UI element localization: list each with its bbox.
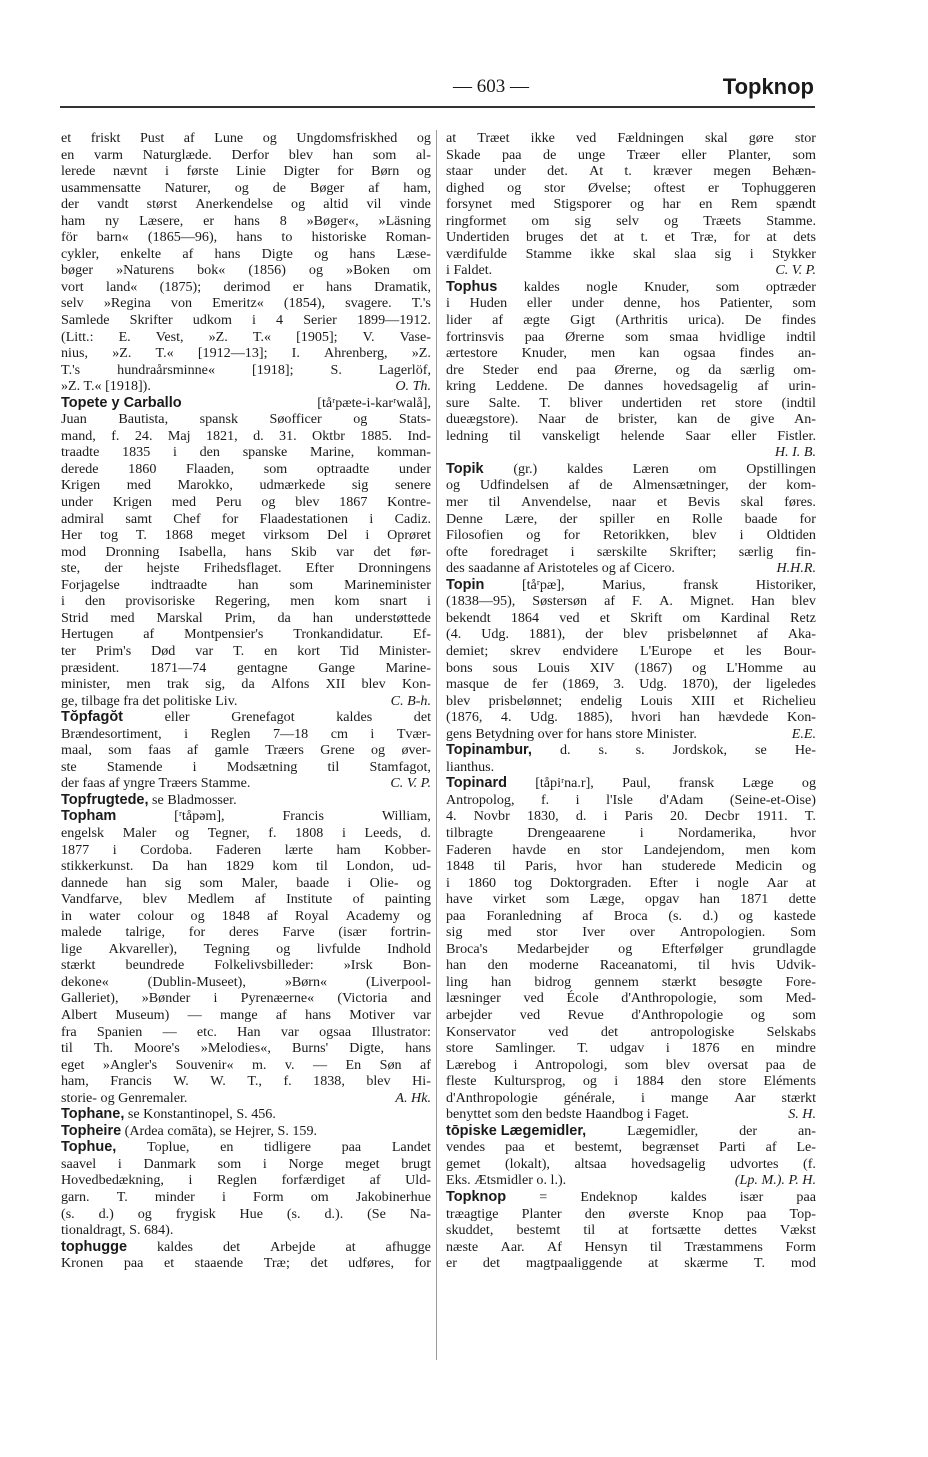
text-line: under Krigen med Peru og blev 1867 Kontre- [61,494,431,511]
text-line: læsninger ved École d'Anthropologie, som Med- [446,990,816,1007]
text-line: Eks. Ætsmidler o. l.). (Lp. M.). P. H. [446,1172,816,1189]
text-line: eget »Angler's Souvenir« m. v. — En Søn af [61,1056,431,1073]
text-line: staar under det. At t. kræver megen Behæn- [446,163,816,180]
headword: Topin [446,576,485,593]
text-line: Krigen med Marokko, udmærkede sig senere [61,477,431,494]
text-line: minister, men trak sig, da Alfons XII blev Kon- [61,676,431,693]
text-line: Hovedbedækning, i Reglen forfærdiget af Uld- [61,1172,431,1189]
text-line: mand, f. 24. Maj 1821, d. 31. Oktbr 1885. Ind- [61,427,431,444]
text-line: ledning til vanskeligt helende Saar eller Fistler. [446,427,816,444]
text-line: ham, Francis W. W. T., f. 1838, blev Hi- [61,1073,431,1090]
text-line: saavel i Danmark som i Norge meget brugt [61,1155,431,1172]
text-line: Topknop = Endeknop kaldes især paa [446,1189,816,1205]
text-line: masque de fer (1869, 3. Udg. 1870), der ligeledes [446,676,816,693]
headword: Topheire [61,1122,122,1139]
text-line: træagtige Planter den øverste Knop paa Top- [446,1205,816,1222]
headword: Topinard [446,775,507,792]
page-number: — 603 — [453,76,529,97]
text-line: Filosofien og for Retorikken, blev i Oldtiden [446,527,816,544]
text-line: tionaldragt, S. 684). [61,1222,174,1239]
text-line: fleste Kultursprog, og i 1884 den store Eléments [446,1073,816,1090]
header-rule [60,106,815,108]
text-line: Kronen paa et staaende Træ; det udføres, for [61,1255,431,1272]
text-line: bøger »Naturens bok« (1856) og »Boken om [61,262,431,279]
text-line: tophugge kaldes det Arbejde at afhugge [61,1238,431,1255]
text-line: bekendt 1864 ved et Skrift om Kardinal Retz [446,609,816,626]
text-line: Her tog T. 1868 meget virksom Del i Oprøret [61,527,431,544]
text-line: Brændesortiment, i Reglen 7—18 cm i Tvær- [61,725,431,742]
text-line: selv »Regina von Emeritz« (1854), svagere. T.'s [61,295,431,312]
text-line: i den provisoriske Regering, men kom snart i [61,593,431,610]
text-line: Topinambur, d. s. s. Jordskok, se He- [446,742,816,759]
headword: Tophane, [61,1106,125,1123]
text-line: og Udfindelsen af de Almensætninger, der kom- [446,477,816,494]
text-line: Hertugen af Montpensier's Tronkandidatur. Ef- [61,626,431,643]
text-line: dekone« (Dublin-Museet), »Børn« (Liverpool- [61,973,431,990]
author-signature: O. Th. [395,378,431,395]
column-divider [436,130,437,1360]
text-line: fra Spanien — etc. Han var ogsaa Illustrator: [61,1023,431,1040]
text-line: Topin [tåʳpæ], Marius, fransk Historiker, [446,576,816,593]
text-line: forsynet med Stigsporer og har en Rem spændt [446,196,816,213]
text-line: cykler, enkelte af hans Digte og hans Læse- [61,245,431,262]
text-line: maal, som faas af gamle Træers Grene og øver- [61,742,431,759]
text-line: skuddet, bestemt til at fortsætte dettes Vækst [446,1222,816,1239]
text-line: blev prisbelønnet; endelig Louis XIII et Richelieu [446,692,816,709]
text-line: des saadanne af Aristoteles og af Cicero. H.H.R. [446,560,816,577]
right-column [446,130,816,1272]
text-line: stikkerkunst. Da han 1829 kom til London, ud- [61,858,431,875]
text-line: Juan Bautista, spansk Søofficer og Stats- [61,411,431,428]
headword: tophugge [61,1238,128,1255]
text-line: arbejder ved Revue d'Anthropologie og som [446,1006,816,1023]
text-line: i Huden eller under denne, hos Patienter, som [446,295,816,312]
text-line: dannede han sig som Maler, baade i Olie- og [61,874,431,891]
text-line: usammensatte Naturer, og de Bøger af ham, [61,179,431,196]
headword: Tophue, [61,1139,117,1156]
text-line: ling han bidrog gennem stærkt besøgte Fore- [446,973,816,990]
text-line: Antropolog, f. i l'Isle d'Adam (Seine-et-Oise) [446,791,816,808]
text-line: en varm Naturglæde. Derfor blev han som al- [61,146,431,163]
text-line: dighed og stor Øvelse; oftest er Tophuggeren [446,179,816,196]
text-line: Strid med Marskal Prim, da han understøttede [61,609,431,626]
text-line: (1876, 4. Udg. 1885), hvori han hævdede Kon- [446,709,816,726]
text-line: tōpiske Lægemidler, Lægemidler, der an- [446,1122,816,1139]
text-line: have virket som Læge, opgav han 1871 dette [446,891,816,908]
author-signature: A. Hk. [395,1089,431,1106]
text-line: lider af ægte Gigt (Arthritis urica). De findes [446,312,816,329]
author-signature: H.H.R. [776,560,816,577]
running-head: Topknop [722,74,814,99]
headword: Tŏpfagŏt [61,709,124,726]
text-line: gemet (lokalt), altsaa hovedsagelig udvortes (f. [446,1155,816,1172]
text-line: sure Salte. T. bliver undertiden ret store (indtil [446,394,816,411]
author-signature: C. V. P. [390,775,431,792]
headword: Topknop [446,1189,507,1205]
text-line: lianthus. [446,758,495,775]
text-line: Topinard [tåpiʳna.r], Paul, fransk Læge og [446,775,816,792]
text-line: til Th. Moore's »Melodies«, Burns' Digte, hans [61,1040,431,1057]
author-signature: (Lp. M.). P. H. [734,1172,816,1189]
text-line: der faas af yngre Træers Stamme. C. V. P. [61,775,431,792]
text-line: Albert Museum) — mange af hans Motiver var [61,1006,431,1023]
text-line: Topheire (Ardea comāta), se Hejrer, S. 159. [61,1122,318,1139]
text-line: ham ny Læsere, er hans 8 »Bøger«, »Läsning [61,212,431,229]
text-line: 1877 i Cordoba. Faderen lærte ham Kobber- [61,841,431,858]
text-line: store Samlinger. T. udgav i 1876 en mindre [446,1040,816,1057]
text-line: mod Dronning Isabella, hans Skib var det før- [61,543,431,560]
text-line: bons sous Louis XIV (1867) og L'Homme au [446,659,816,676]
author-signature: C. B-h. [390,692,431,709]
text-line: admiral samt Chef for Flaadestationen i Cadiz. [61,510,431,527]
text-line: Tŏpfagŏt eller Grenefagot kaldes det [61,709,431,726]
text-line: Tophane, se Konstantinopel, S. 456. [61,1106,276,1123]
text-line: derede 1860 Flaaden, som optraadte under [61,460,431,477]
headword: Topinambur, [446,742,532,759]
headword: tōpiske Lægemidler, [446,1122,587,1139]
text-line: Vandfarve, blev Medlem af Institute of painting [61,891,431,908]
text-line: Tophus kaldes nogle Knuder, som optræder [446,278,816,295]
headword: Tophus [446,278,498,295]
text-line: Tophue, Toplue, en tidligere paa Landet [61,1139,431,1156]
text-line: i 1860 tog Doktorgraden. Efter i nogle Aar at [446,874,816,891]
text-line: næste Aar. Af Hensyn til Træstammens Form [446,1238,816,1255]
headword: Topete y Carballo [61,394,182,411]
text-line: tilbragte Drengeaarene i Nordamerika, hvor [446,824,816,841]
text-line: malede talrige, for deres Farve (især fortrin- [61,924,431,941]
text-line: demiet; skrev endvidere L'Europe et les Bour- [446,642,816,659]
text-line: lige Akvareller), Tegning og livfulde Indhold [61,940,431,957]
text-line: vort land« (1875); derimod er hans Dramatik, [61,278,431,295]
text-line: Undertiden bruges det at t. et Træ, for at dets [446,229,816,246]
text-line: engelsk Maler og Tegner, f. 1808 i Leeds, d. [61,824,431,841]
text-line: Topham [ʳtåpəm], Francis William, [61,808,431,825]
text-line: vendes paa et bestemt, begrænset Parti af Le- [446,1139,816,1156]
text-line: garn. T. minder i Form om Jakobinerhue [61,1189,431,1205]
text-line: fortrinsvis paa Ørerne som smaa hvidlige indtil [446,328,816,345]
text-line: (4. Udg. 1881), der blev prisbelønnet af Aka- [446,626,816,643]
author-signature: H. I. B. [774,444,816,461]
headword: Topham [61,808,117,825]
author-signature: S. H. [788,1106,816,1123]
text-line: ge, tilbage fra det politiske Liv. C. B-h. [61,692,431,709]
text-line: ste Stamende i Modsætning til Stamfagot, [61,758,431,775]
text-line: der vandt størst Anerkendelse og altid vil vinde [61,196,431,213]
text-line: traadte 1835 i den spanske Marine, komman- [61,444,431,461]
author-signature: E.E. [791,725,816,742]
text-line: et friskt Pust af Lune og Ungdomsfriskhed og [61,130,431,146]
text-line: stærkt beundrede Folkelivsbilleder: »Irsk Bon- [61,957,431,974]
text-line: ter Prim's Død var T. en kort Tid Minister- [61,642,431,659]
author-signature: C. V. P. [775,262,816,279]
text-line: för barn« (1865—96), hans to historiske Roman- [61,229,431,246]
text-line: T.'s hundraårsminne« [1918]; S. Lagerlöf, [61,361,431,378]
left-column [61,130,431,1272]
text-line: »Z. T.« [1918]). O. Th. [61,378,431,395]
text-line: at Træet ikke ved Fældningen skal gøre stor [446,130,816,146]
text-line [446,444,816,461]
text-line: Faderen havde en stor Landejendom, men kom [446,841,816,858]
text-line: mer til Anvendelse, naar et Bevis skal føres. [446,494,816,511]
text-line: sig med stor Iver over Antropologien. Som [446,924,816,941]
text-line: præsident. 1871—74 gentagne Gange Marine- [61,659,431,676]
text-line: Topete y Carballo [tåʳpæte-i-karʳwalå], [61,394,431,411]
text-line: han den moderne Raceanatomi, til hvis Udvik- [446,957,816,974]
text-line: ærtestore Knuder, men kan ogsaa findes an- [446,345,816,362]
text-line: lerede nævnt i første Linie Digter for Børn og [61,163,431,180]
text-line: (s. d.) og frygisk Hue (s. d.). (Se Na- [61,1205,431,1222]
text-line: d'Anthropologie générale, i mange Aar stærkt [446,1089,816,1106]
text-line: Topfrugtede, se Bladmosser. [61,791,237,808]
text-line: Topik (gr.) kaldes Læren om Opstillingen [446,460,816,477]
headword: Topik [446,460,484,477]
text-line: dre Steder end paa Ørerne, og da særlig om- [446,361,816,378]
text-line: ste, der hejste Frihedsflaget. Efter Dronningens [61,560,431,577]
text-line: Konservator ved det antropologiske Selskabs [446,1023,816,1040]
text-line: in water colour og 1848 af Royal Academy og [61,907,431,924]
text-line: Galleriet), »Bønder i Pyrenæerne« (Victoria and [61,990,431,1007]
text-line: benyttet som den bedste Haandbog i Faget. S. H. [446,1106,816,1123]
text-line: ringformet om sig selv og Træets Stamme. [446,212,816,229]
text-line: Broca's Medarbejder og Efterfølger grundlagde [446,940,816,957]
text-line: (1838—95), Søstersøn af F. A. Mignet. Han blev [446,593,816,610]
text-line: 4. Novbr 1830, d. i Paris 20. Decbr 1911. T. [446,808,816,825]
text-line: 1848 til Paris, hvor han studerede Medicin og [446,858,816,875]
text-line: kring Leddene. De dannes hovedsagelig af urin- [446,378,816,395]
text-line: Forjagelse indtraadte han som Marineminister [61,576,431,593]
text-line: er det magtpaaliggende at skærme T. mod [446,1255,816,1272]
text-line: gens Betydning over for hans store Minister. E.E. [446,725,816,742]
text-line: Lærebog i Antropologi, som blev oversat paa de [446,1056,816,1073]
text-line: Skade paa de unge Træer eller Planter, som [446,146,816,163]
headword: Topfrugtede, [61,791,149,808]
text-line: nius, »Z. T.« [1912—13]; I. Ahrenberg, »Z. [61,345,431,362]
text-line: værdifulde Stamme ikke skal slaa sig i Stykker [446,245,816,262]
text-line: ofte foredraget i særskilte Skrifter; særlig fin- [446,543,816,560]
text-line: Denne Lære, der spiller en Rolle baade for [446,510,816,527]
text-line: paa Foranledning af Broca (s. d.) og kastede [446,907,816,924]
text-line: storie- og Genremaler. A. Hk. [61,1089,431,1106]
text-line: Samlede Skrifter udkom i 4 Serier 1899—1912. [61,312,431,329]
text-line: dueægstore). Naar de brister, kan de give An- [446,411,816,428]
page-header [60,72,822,108]
text-line: i Faldet. C. V. P. [446,262,816,279]
text-line: (Litt.: E. Vest, »Z. T.« [1905]; V. Vase- [61,328,431,345]
